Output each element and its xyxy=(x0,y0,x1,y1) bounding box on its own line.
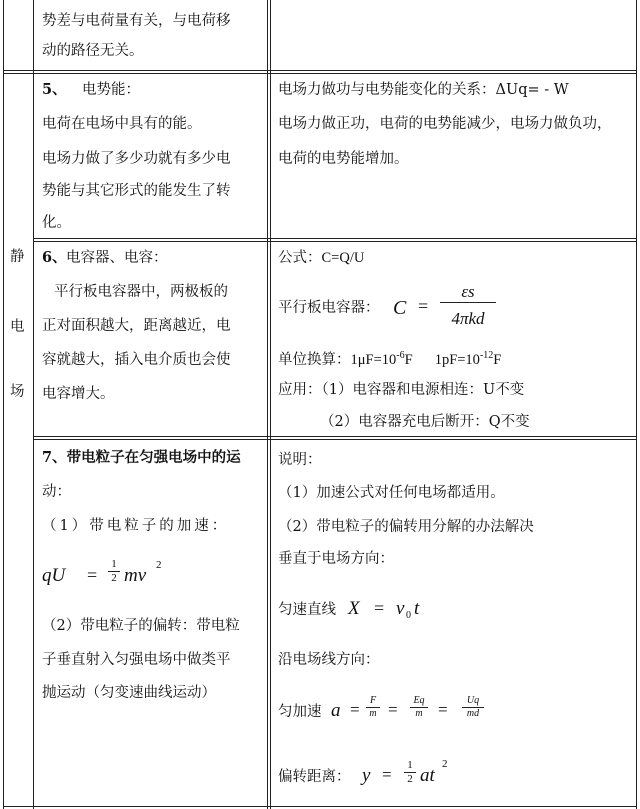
uniform-accel-label: 匀加速 xyxy=(278,704,322,720)
table-border-bottom xyxy=(3,806,637,807)
uniform-label: 匀速直线 xyxy=(278,602,336,618)
row2-left-line-3: 容就越大，插入电介质也会使 xyxy=(42,352,231,368)
plate-numerator: εs xyxy=(461,282,475,301)
note-1: （1）加速公式对任何电场都适用。 xyxy=(278,485,505,501)
ua-eq-1: = xyxy=(350,700,360,719)
accel-half-num: 1 xyxy=(111,558,117,570)
ua-eq-3: = xyxy=(438,700,448,719)
table-border-side xyxy=(33,0,34,809)
uniform-t: t xyxy=(414,598,420,619)
row-divider-1b xyxy=(3,73,637,74)
ua-eq-2: = xyxy=(388,700,398,719)
accel-exp: 2 xyxy=(156,559,162,571)
along-field-direction: 沿电场线方向： xyxy=(278,652,380,668)
fraction-bar xyxy=(440,302,496,303)
plate-lhs: C xyxy=(393,297,407,319)
accel-half-den: 2 xyxy=(111,572,117,584)
ua-a: a xyxy=(331,700,341,721)
dist-exp: 2 xyxy=(442,758,448,770)
uniform-v: v xyxy=(396,598,405,619)
perpendicular-direction: 垂直于电场方向： xyxy=(278,551,394,567)
uniform-sub: 0 xyxy=(406,610,411,621)
unit-conversion: 单位换算：$1\mu F=10^{-6}F$ $1pF=10^{-12}F$ xyxy=(278,350,502,368)
row0-left-line-2: 动的路径无关。 xyxy=(42,43,144,59)
accel-eq: = xyxy=(87,565,98,585)
side-label-2: 电 xyxy=(10,319,25,335)
plate-eq: = xyxy=(418,296,429,316)
row-divider-2b xyxy=(33,241,637,242)
row-divider-3 xyxy=(33,436,637,437)
accel-fraction xyxy=(108,558,120,585)
accel-lhs: qU xyxy=(42,565,66,586)
capacitance-formula: C=Q/U xyxy=(321,250,365,266)
plate-capacitor-label: 平行板电容器： xyxy=(278,300,380,316)
plate-fraction xyxy=(440,282,496,329)
table-border-mid-2 xyxy=(270,0,271,809)
note-label: 说明： xyxy=(278,452,322,468)
row-divider-1 xyxy=(3,70,637,71)
row2-title: 电容器、电容： xyxy=(66,250,168,266)
row2-left-line-4: 电容增大。 xyxy=(42,386,115,402)
deflection-line-1: （2）带电粒子的偏转：带电粒 xyxy=(42,618,240,634)
table-border-right xyxy=(636,0,637,809)
plate-denominator: 4πkd xyxy=(451,309,485,328)
formula-label: 公式：C=Q/U xyxy=(278,250,365,266)
row3-title-line-1: 7、带电粒子在匀强电场中的运 xyxy=(42,449,241,466)
row1-right-line-3: 电荷的电势能增加。 xyxy=(278,151,409,167)
ua-fraction-2: Eq m xyxy=(410,695,428,720)
row-divider-3b xyxy=(33,439,637,440)
uniform-eq: = xyxy=(374,598,385,618)
ua-fraction-1: F m xyxy=(366,695,380,720)
row0-left-line-1: 势差与电荷量有关，与电荷移 xyxy=(42,13,231,29)
deflection-line-2: 子垂直射入匀强电场中做类平 xyxy=(42,652,231,668)
dist-eq: = xyxy=(382,765,392,784)
table-border-mid xyxy=(267,0,268,809)
dist-rhs: at xyxy=(420,765,435,786)
row1-left-line-4: 化。 xyxy=(42,215,71,231)
accel-rhs: mv xyxy=(124,565,147,586)
side-label-1: 静 xyxy=(10,249,25,265)
row1-left-line-3: 势能与其它形式的能发生了转 xyxy=(42,183,231,199)
row1-left-line-2: 电场力做了多少功就有多少电 xyxy=(42,151,231,167)
deflection-line-3: 抛运动（匀变速曲线运动） xyxy=(42,685,216,701)
row1-left-line-1: 电荷在电场中具有的能。 xyxy=(42,116,202,132)
application-2: （2）电容器充电后断开：Q不变 xyxy=(320,414,530,430)
row1-title: 电势能： xyxy=(82,82,140,98)
note-2: （2）带电粒子的偏转用分解的办法解决 xyxy=(278,519,534,535)
deflection-distance-label: 偏转距离： xyxy=(278,769,351,785)
uniform-x: X xyxy=(348,598,360,619)
row2-left-line-1: 平行板电容器中，两极板的 xyxy=(54,284,228,300)
row1-title-num: 5、 xyxy=(42,81,67,98)
row2-left-line-2: 正对面积越大，距离越近，电 xyxy=(42,318,231,334)
row3-title-line-2: 动： xyxy=(42,484,71,500)
dist-fraction: 1 2 xyxy=(404,759,416,786)
application-1: 应用：（1）电容器和电源相连：U不变 xyxy=(278,382,525,398)
side-label-3: 场 xyxy=(10,384,25,400)
row2-title-num: 6、 xyxy=(42,249,67,266)
row1-right-line-2: 电场力做正功，电荷的电势能减少，电场力做负功， xyxy=(278,116,612,132)
table-border-left xyxy=(3,0,4,809)
ua-fraction-3: Uq md xyxy=(462,695,484,720)
row1-right-line-1: 电场力做功与电势能变化的关系：ΔUq= - W xyxy=(278,82,569,98)
row-divider-2 xyxy=(33,238,637,239)
acceleration-label: （1）带电粒子的加速： xyxy=(42,518,230,534)
dist-y: y xyxy=(362,765,371,786)
